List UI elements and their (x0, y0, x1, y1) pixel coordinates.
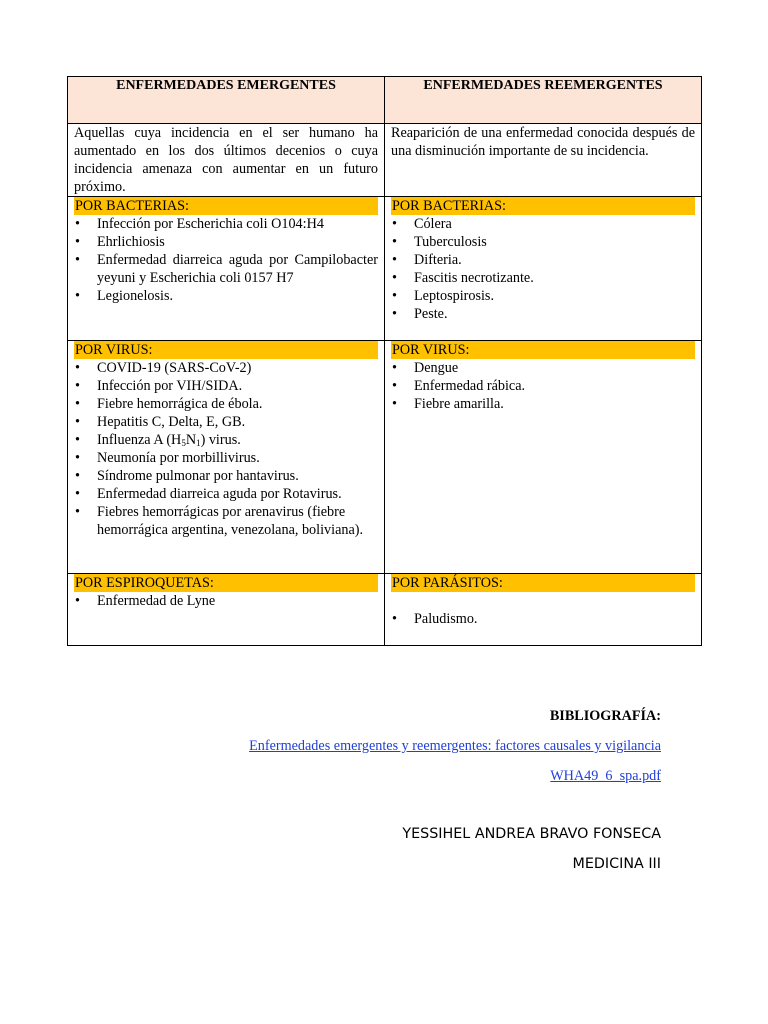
disease-list (74, 592, 378, 610)
header-reemergentes: ENFERMEDADES REEMERGENTES (385, 77, 702, 124)
definition-reemergentes: Reaparición de una enfermedad conocida después de una disminución importante de su incidencia. (385, 124, 702, 197)
bibliography-title: BIBLIOGRAFÍA: (549, 708, 661, 724)
author-name: YESSIHEL ANDREA BRAVO FONSECA (402, 826, 661, 842)
category-label: POR VIRUS: (391, 341, 695, 359)
list-item: • COVID-19 (SARS-CoV-2) (74, 359, 378, 377)
bibliography-link-pdf[interactable]: WHA49_6_spa.pdf (550, 768, 661, 784)
cell-right-bacterias (385, 197, 702, 341)
cell-left-espiroquetas (68, 574, 385, 646)
category-label: POR PARÁSITOS: (391, 574, 695, 592)
spacer (391, 592, 695, 610)
cell-right-virus (385, 341, 702, 574)
list-item: • Infección por VIH/SIDA. (74, 377, 378, 395)
list-item: • Leptospirosis. (391, 287, 695, 305)
list-item: • Infección por Escherichia coli O104:H4 (74, 215, 378, 233)
cell-left-bacterias (68, 197, 385, 341)
category-label: POR VIRUS: (74, 341, 378, 359)
list-item: • Fascitis necrotizante. (391, 269, 695, 287)
list-item: • Neumonía por morbillivirus. (74, 449, 378, 467)
disease-list (391, 610, 695, 628)
list-item: • Paludismo. (391, 610, 695, 628)
list-item-influenza: • Influenza A $(H_5N_1)$ virus. (74, 431, 378, 449)
category-label: POR ESPIROQUETAS: (74, 574, 378, 592)
list-item: • Cólera (391, 215, 695, 233)
header-emergentes: ENFERMEDADES EMERGENTES (68, 77, 385, 124)
disease-list (391, 359, 695, 413)
definition-emergentes: Aquellas cuya incidencia en el ser humano ha aumentado en los dos últimos decenios o cuya incidencia amenaza con aumentar en un futuro próximo. (68, 124, 385, 197)
category-label: POR BACTERIAS: (74, 197, 378, 215)
list-item: • Tuberculosis (391, 233, 695, 251)
cell-left-virus (68, 341, 385, 574)
author-course: MEDICINA III (572, 856, 661, 872)
bibliography-link-article[interactable]: Enfermedades emergentes y reemergentes: factores causales y vigilancia (249, 738, 661, 754)
list-item: • Enfermedad rábica. (391, 377, 695, 395)
list-item: • Peste. (391, 305, 695, 323)
category-label: POR BACTERIAS: (391, 197, 695, 215)
list-item: • Fiebre hemorrágica de ébola. (74, 395, 378, 413)
list-item: • Enfermedad de Lyne (74, 592, 378, 610)
diseases-table (67, 76, 702, 646)
disease-list (74, 359, 378, 539)
list-item: • Enfermedad diarreica aguda por Campilobacter yeyuni y Escherichia coli 0157 H7 (74, 251, 378, 287)
list-item: • Ehrlichiosis (74, 233, 378, 251)
disease-list (391, 215, 695, 323)
list-item: • Legionelosis. (74, 287, 378, 305)
list-item: • Difteria. (391, 251, 695, 269)
list-item: • Fiebres hemorrágicas por arenavirus (fiebre hemorrágica argentina, venezolana, boliviana). (74, 503, 378, 539)
disease-list (74, 215, 378, 305)
cell-right-parasitos (385, 574, 702, 646)
list-item: • Dengue (391, 359, 695, 377)
list-item: • Fiebre amarilla. (391, 395, 695, 413)
list-item: • Síndrome pulmonar por hantavirus. (74, 467, 378, 485)
list-item: • Enfermedad diarreica aguda por Rotavirus. (74, 485, 378, 503)
list-item: • Hepatitis C, Delta, E, GB. (74, 413, 378, 431)
